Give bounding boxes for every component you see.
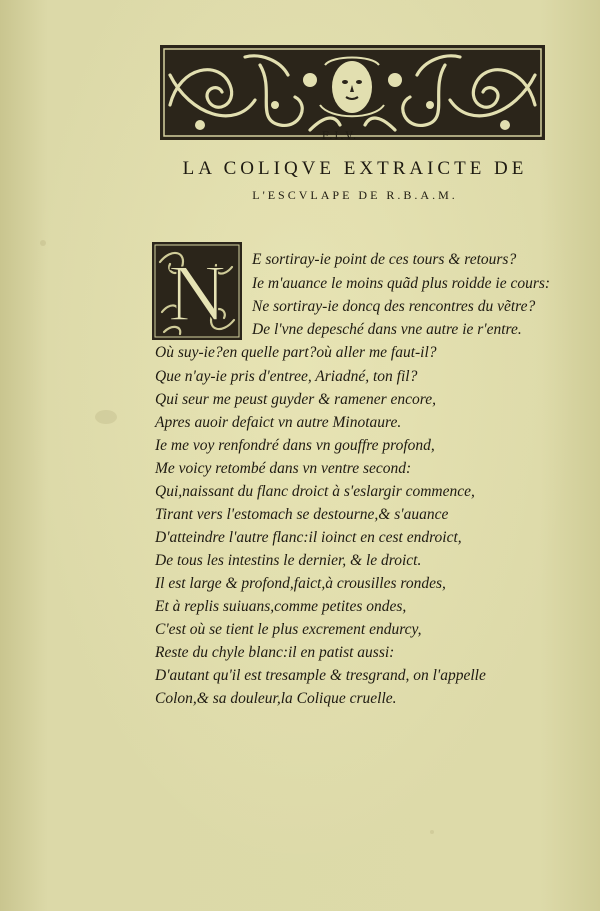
poem-line: Apres auoir defaict vn autre Minotaure.	[155, 414, 402, 431]
poem-line: Et à replis suiuans,comme petites ondes,	[155, 598, 407, 615]
poem-line: Il est large & profond,faict,à crousilles rondes,	[155, 575, 446, 592]
poem-line: D'atteindre l'autre flanc:il ioinct en cest endroict,	[155, 529, 462, 546]
poem-line: D'autant qu'il est tresample & tresgrand, on l'appelle	[155, 667, 486, 684]
poem-line: C'est où se tient le plus excrement endurcy,	[155, 621, 422, 638]
poem-line: De tous les intestins le dernier, & le droict.	[155, 552, 422, 569]
poem-line: Ie m'auance le moins quãd plus roidde ie cours:	[252, 275, 551, 292]
poem-line: E sortiray-ie point de ces tours & retours?	[252, 251, 517, 268]
poem-line: Colon,& sa douleur,la Colique cruelle.	[155, 690, 397, 707]
poem-line: Ne sortiray-ie doncq des rencontres du vẽtre?	[252, 298, 536, 315]
poem-line: Reste du chyle blanc:il en patist aussi:	[155, 644, 395, 661]
poem-line: Qui,naissant du flanc droict à s'eslargir commence,	[155, 483, 475, 500]
poem-line: Tirant vers l'estomach se destourne,& s'auance	[155, 506, 449, 523]
poem-line: Qui seur me peust guyder & ramener encore,	[155, 391, 436, 408]
page-subtitle: L'ESCVLAPE DE R.B.A.M.	[252, 188, 458, 202]
page-title: LA COLIQVE EXTRAICTE DE	[182, 158, 528, 179]
poem-line: Où suy-ie?en quelle part?où aller me faut-il?	[155, 344, 437, 361]
poem-line: Me voicy retombé dans vn ventre second:	[155, 460, 412, 477]
poem-line: Ie me voy renfondré dans vn gouffre profond,	[155, 437, 435, 454]
poem-line: De l'vne depesché dans vne autre ie r'entre.	[252, 321, 522, 338]
folio-mark: F.I.V.	[321, 131, 359, 142]
svg-text:N: N	[168, 250, 226, 338]
poem-line: Que n'ay-ie pris d'entree, Ariadné, ton fil?	[155, 368, 418, 385]
